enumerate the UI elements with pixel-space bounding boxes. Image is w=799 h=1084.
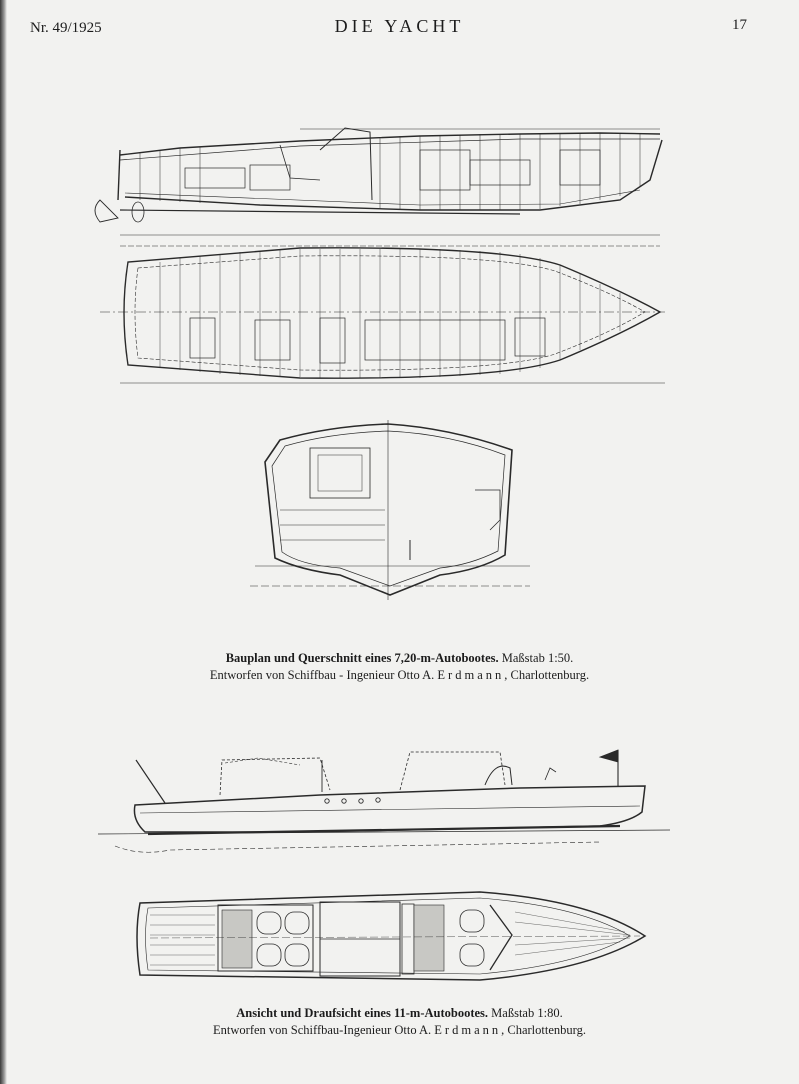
boat-elevation-drawing [98,750,670,852]
figure1-credit-name: Erdmann [437,668,505,682]
figure1-caption-title: Bauplan und Querschnitt eines 7,20-m-Autobootes. [225,651,499,665]
issue-number: Nr. 49/1925 [30,20,102,36]
figure2-credit-name: Erdmann [434,1023,502,1037]
figure1-credit-prefix: Entworfen von Schiffbau - Ingenieur Otto A. [209,668,435,682]
figure1-credit-suffix: , Charlottenburg. [504,668,590,682]
figure2-caption-scale: Maßstab 1:80. [491,1006,563,1020]
figure1-caption [0,650,799,684]
cross-section-drawing [250,420,530,600]
boat-profile-drawing [95,128,662,246]
journal-title: DIE YACHT [334,16,465,36]
figure2-credit-prefix: Entworfen von Schiffbau-Ingenieur Otto A. [213,1023,432,1037]
boat-deck-plan-drawing [137,892,645,980]
figure2-caption-title: Ansicht und Draufsicht eines 11-m-Autobootes. [236,1006,489,1020]
page-number: 17 [732,17,747,33]
figure1-caption-scale: Maßstab 1:50. [501,651,574,665]
figure2-caption [0,1005,799,1039]
boat-plan-drawing [100,248,665,383]
figure2-credit-suffix: , Charlottenburg. [501,1023,586,1037]
